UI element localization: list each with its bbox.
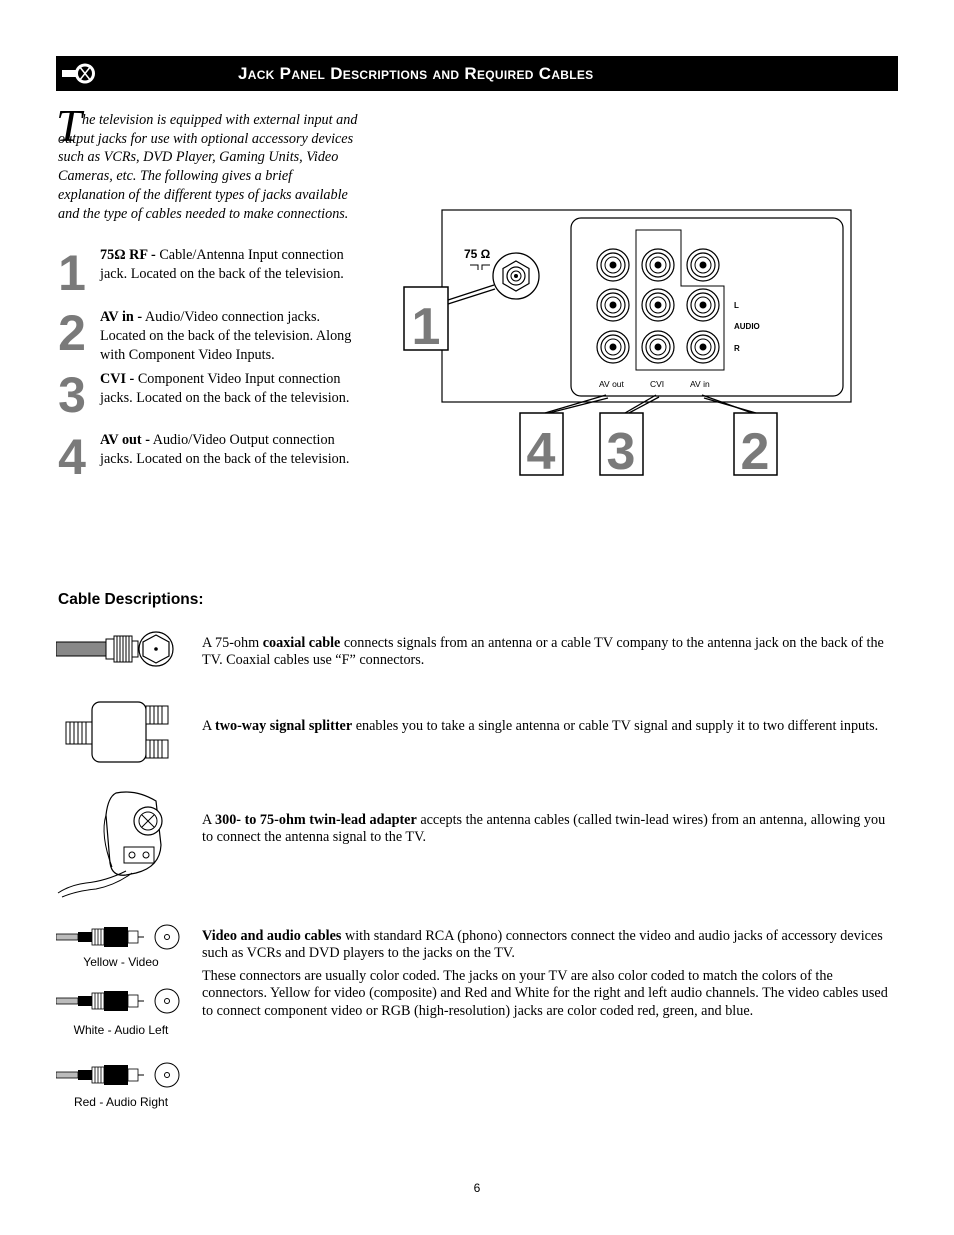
cable-descriptions-heading: Cable Descriptions: [58,591,204,608]
item-3-text: Component Video Input connection jacks. Located on the back of the television. [100,371,350,406]
rca-connector-white-icon [56,988,181,1014]
coax-post: connects signals from an antenna or a cable TV company to the antenna jack on the back of the TV. Coaxial cables use “F” connectors. [202,635,884,669]
av-in-jack-top [687,249,719,281]
audio-label: AUDIO [734,322,760,331]
item-number-4: 4 [58,429,86,485]
item-number-2: 2 [58,305,86,361]
caption-red-audio-right: Red - Audio Right [73,1095,169,1109]
audio-l-label: L [734,301,739,310]
splitter-term: two-way signal splitter [215,718,353,734]
callout-1: 1 [411,298,441,356]
audio-r-label: R [734,344,740,353]
item-3-term: CVI - [100,371,135,387]
item-1-text: Cable/Antenna Input connection jack. Located on the back of the television. [100,247,344,282]
twin-lead-adapter-icon [56,785,168,900]
signal-splitter-icon [62,700,174,764]
item-4-text: Audio/Video Output connection jacks. Located on the back of the television. [100,432,350,467]
av-in-label: AV in [690,379,710,389]
coax-term: coaxial cable [262,635,341,651]
av-out-jack-mid [597,289,629,321]
rf-jack-icon [493,253,539,299]
coaxial-cable-description [202,635,897,670]
splitter-description [202,718,897,735]
item-3 [100,370,358,408]
item-number-3: 3 [58,367,86,423]
item-4 [100,431,358,469]
adapter-term: 300- to 75-ohm twin-lead adapter [215,812,417,828]
cvi-jack-top [642,249,674,281]
cvi-jack-bottom [642,331,674,363]
caption-white-audio-left: White - Audio Left [73,1023,169,1037]
av-out-jack-bottom [597,331,629,363]
item-2-term: AV in - [100,309,143,325]
item-1 [100,246,358,284]
rca-connector-red-icon [56,1062,181,1088]
av-in-jack-bottom [687,331,719,363]
item-number-1: 1 [58,245,86,301]
intro-dropcap: T [56,100,82,151]
adapter-post: accepts the antenna cables (called twin-lead wires) from an antenna, allowing you to connect the antenna signal to the TV. [202,812,886,846]
rca-cables-description [202,928,897,963]
rca-post: with standard RCA (phono) connectors connect the video and audio jacks of accessory devices such as VCRs and DVD players to the jacks on the TV. [202,928,883,962]
jack-panel-diagram [400,205,860,485]
rca-term: Video and audio cables [202,928,342,944]
page-number: 6 [473,1181,481,1195]
splitter-post: enables you to take a single antenna or cable TV signal and supply it to two different inputs. [352,718,879,734]
item-4-term: AV out - [100,432,150,448]
av-out-jack-top [597,249,629,281]
callout-4: 4 [526,423,556,481]
cvi-jack-mid [642,289,674,321]
adapter-pre: A [202,812,216,828]
callout-3: 3 [606,423,636,481]
caption-yellow-video: Yellow - Video [83,955,159,969]
page-title: Jack Panel Descriptions and Required Cables [238,64,594,83]
coaxial-cable-icon [56,628,176,670]
av-out-label: AV out [599,379,624,389]
rf-label: 75 Ω [464,247,491,261]
av-in-jack-mid [687,289,719,321]
item-2-text: Audio/Video connection jacks. Located on the back of the television. Along with Component Video Inputs. [100,309,352,363]
callout-2: 2 [740,423,770,481]
item-2 [100,308,358,364]
intro-paragraph: he television is equipped with external input and output jacks for use with optional accessory devices such as VCRs, DVD Player, Gaming Units, Video Cameras, etc. The following gives a brief explanation of the different types of jacks available and the type of cables needed to make connections. [58,112,358,222]
coax-pre: A 75-ohm [202,635,263,651]
rca-color-coding-description: These connectors are usually color coded. The jacks on your TV are also color coded to match the colors of the connectors. Yellow for video (composite) and Red and White for the right and left audio channels. The video cables used to connect component video or RGB (high-resolution) jacks are color coded red, green, and blue. [202,968,888,1019]
splitter-pre: A [202,718,216,734]
adapter-description [202,812,897,847]
cable-connector-logo-icon [60,60,98,87]
rca-connector-yellow-icon [56,924,181,950]
cvi-label: CVI [650,379,665,389]
item-1-term: 75Ω RF - [100,247,156,263]
